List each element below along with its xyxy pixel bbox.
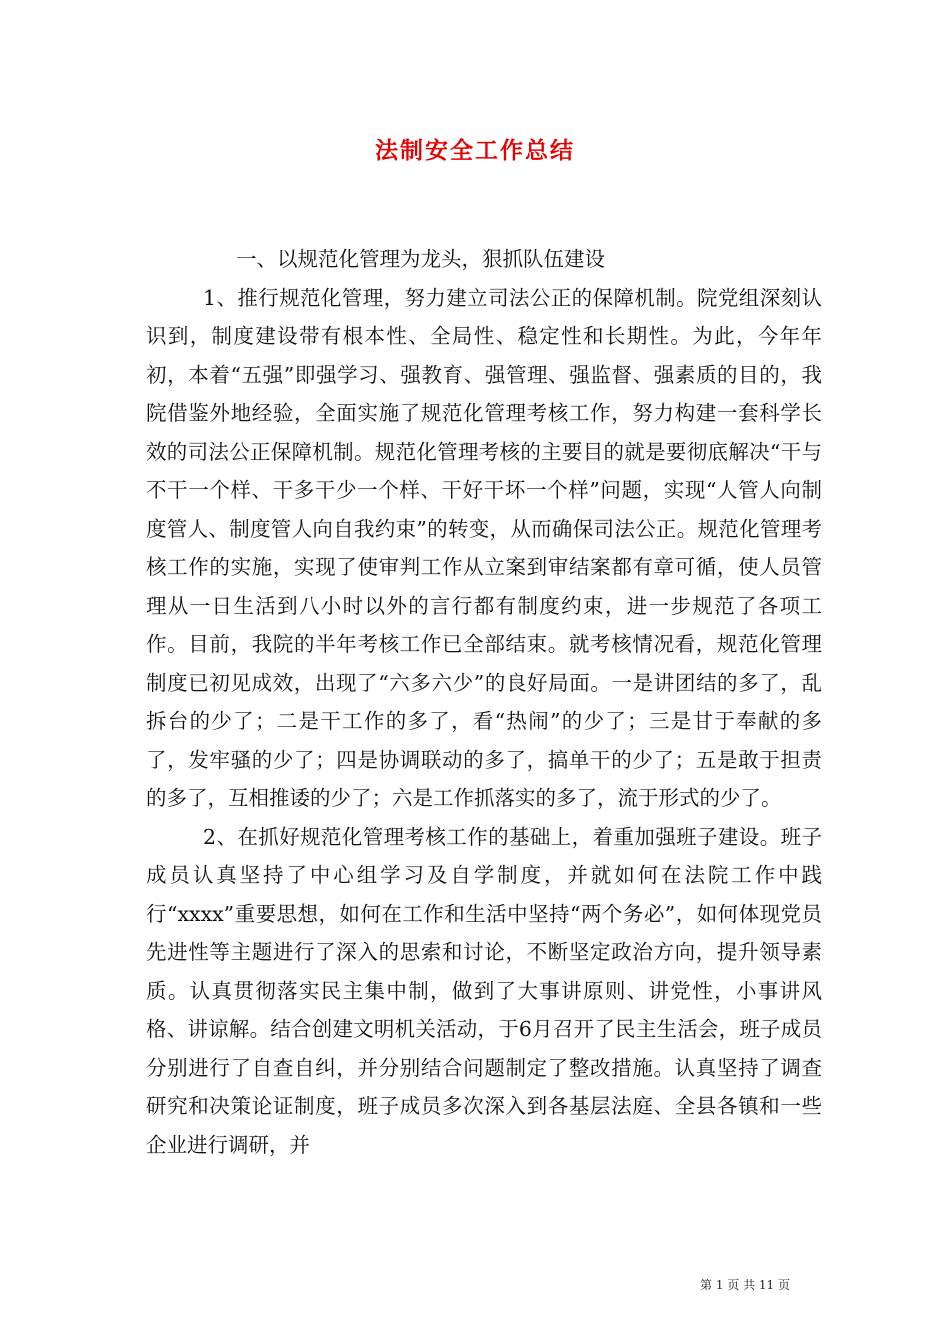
paragraph: 1、推行规范化管理，努力建立司法公正的保障机制。院党组深刻认识到，制度建设带有根本性、全局性、稳定性和长期性。为此，今年年初，本着“五强”即强学习、强教育、强管理、强监督、强素质的目的，我院借鉴外地经验，全面实施了规范化管理考核工作，努力构建一套科学长效的司法公正保障机制。规范化管理考核的主要目的就是要彻底解决“干与不干一个样、干多干少一个样、干好干坏一个样”问题，实现“人管人向制度管人、制度管人向自我约束”的转变，从而确保司法公正。规范化管理考核工作的实施，实现了使审判工作从立案到审结案都有章可循，使人员管理从一日生活到八小时以外的言行都有制度约束，进一步规范了各项工作。目前，我院的半年考核工作已全部结束。就考核情况看，规范化管理制度已初见成效，出现了“六多六少”的良好局面。一是讲团结的多了，乱拆台的少了；二是干工作的多了，看“热闹”的少了；三是甘于奉献的多了，发牢骚的少了；四是协调联动的多了，搞单干的少了；五是敢于担责的多了，互相推诿的少了；六是工作抓落实的多了，流于形式的少了。 xyxy=(146,285,822,810)
paragraph: 2、在抓好规范化管理考核工作的基础上，着重加强班子建设。班子成员认真坚持了中心组学习及自学制度，并就如何在法院工作中践行“xxxx”重要思想，如何在工作和生活中坚持“两个务必”，如何体现党员先进性等主题进行了深入的思索和讨论，不断坚定政治方向，提升领导素质。认真贯彻落实民主集中制，做到了大事讲原则、讲党性，小事讲风格、讲谅解。结合创建文明机关活动，于6月召开了民主生活会，班子成员分别进行了自查自纠，并分别结合问题制定了整改措施。认真坚持了调查研究和决策论证制度，班子成员多次深入到各基层法庭、全县各镇和一些企业进行调研，并 xyxy=(146,824,822,1157)
document-body xyxy=(146,240,822,1164)
section-heading: 一、以规范化管理为龙头，狠抓队伍建设 xyxy=(236,247,605,271)
page-number-footer: 第 1 页 共 11 页 xyxy=(700,1278,790,1292)
document-title: 法制安全工作总结 xyxy=(375,137,575,164)
